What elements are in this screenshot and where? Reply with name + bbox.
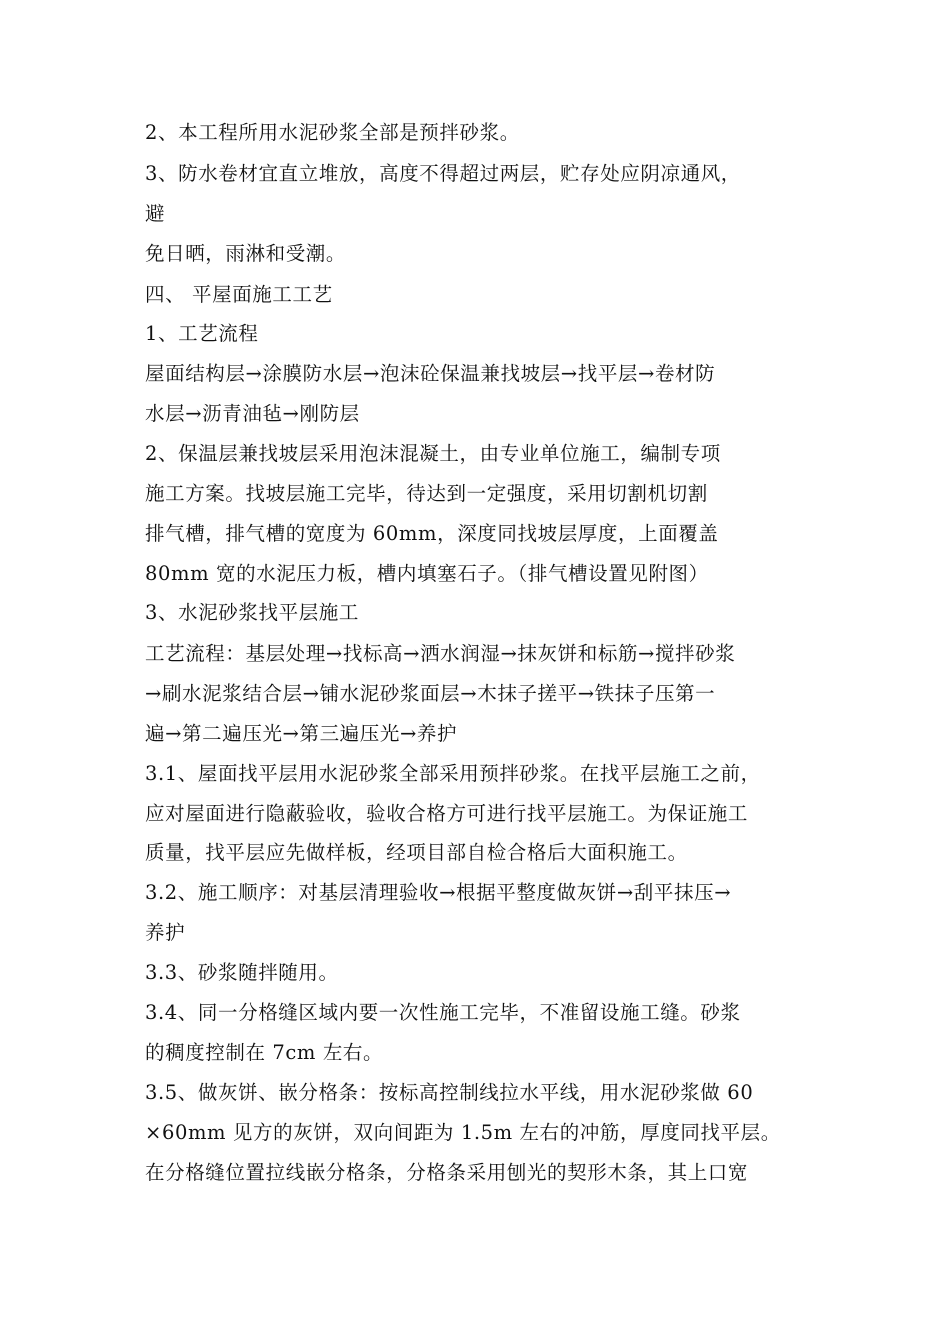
text-line: 质量，找平层应先做样板，经项目部自检合格后大面积施工。 <box>145 841 688 864</box>
text-line: 养护 <box>145 921 186 944</box>
text-line: 3.5、做灰饼、嵌分格条：按标高控制线拉水平线，用水泥砂浆做 60 <box>145 1081 754 1104</box>
text-line: 3.4、同一分格缝区域内要一次性施工完毕，不准留设施工缝。砂浆 <box>145 1001 741 1024</box>
text-line: 避 <box>145 202 166 225</box>
text-line: 工艺流程：基层处理→找标高→洒水润湿→抹灰饼和标筋→搅拌砂浆 <box>145 642 736 665</box>
text-line: 3、防水卷材宜直立堆放，高度不得超过两层，贮存处应阴凉通风， <box>145 162 741 185</box>
text-line: 免日晒，雨淋和受潮。 <box>145 242 347 265</box>
text-line: 80mm 宽的水泥压力板，槽内填塞石子。（排气槽设置见附图） <box>145 562 709 585</box>
text-line: 3.1、屋面找平层用水泥砂浆全部采用预拌砂浆。在找平层施工之前， <box>145 762 761 785</box>
subsection-heading: 1、工艺流程 <box>145 322 259 345</box>
text-line: 3.2、施工顺序：对基层清理验收→根据平整度做灰饼→刮平抹压→ <box>145 881 732 904</box>
section-heading: 四、 平屋面施工工艺 <box>145 283 333 306</box>
text-line: 排气槽，排气槽的宽度为 60mm，深度同找坡层厚度，上面覆盖 <box>145 522 719 545</box>
text-line: 2、本工程所用水泥砂浆全部是预拌砂浆。 <box>145 121 520 144</box>
text-line: 应对屋面进行隐蔽验收，验收合格方可进行找平层施工。为保证施工 <box>145 802 749 825</box>
text-line: 施工方案。找坡层施工完毕，待达到一定强度，采用切割机切割 <box>145 482 708 505</box>
text-line: 在分格缝位置拉线嵌分格条，分格条采用刨光的契形木条，其上口宽 <box>145 1161 749 1184</box>
subsection-heading: 3、水泥砂浆找平层施工 <box>145 601 360 624</box>
text-line: 的稠度控制在 7cm 左右。 <box>145 1041 384 1064</box>
text-line: 水层→沥青油毡→刚防层 <box>145 402 360 425</box>
text-line: 遍→第二遍压光→第三遍压光→养护 <box>145 722 458 745</box>
text-line: 屋面结构层→涂膜防水层→泡沫砼保温兼找坡层→找平层→卷材防 <box>145 362 716 385</box>
text-line: 2、保温层兼找坡层采用泡沫混凝土，由专业单位施工，编制专项 <box>145 442 721 465</box>
text-line: →刷水泥浆结合层→铺水泥砂浆面层→木抹子搓平→铁抹子压第一 <box>145 682 716 705</box>
text-line: 3.3、砂浆随拌随用。 <box>145 961 339 984</box>
text-line: ×60mm 见方的灰饼，双向间距为 1.5m 左右的冲筋，厚度同找平层。 <box>145 1121 781 1144</box>
